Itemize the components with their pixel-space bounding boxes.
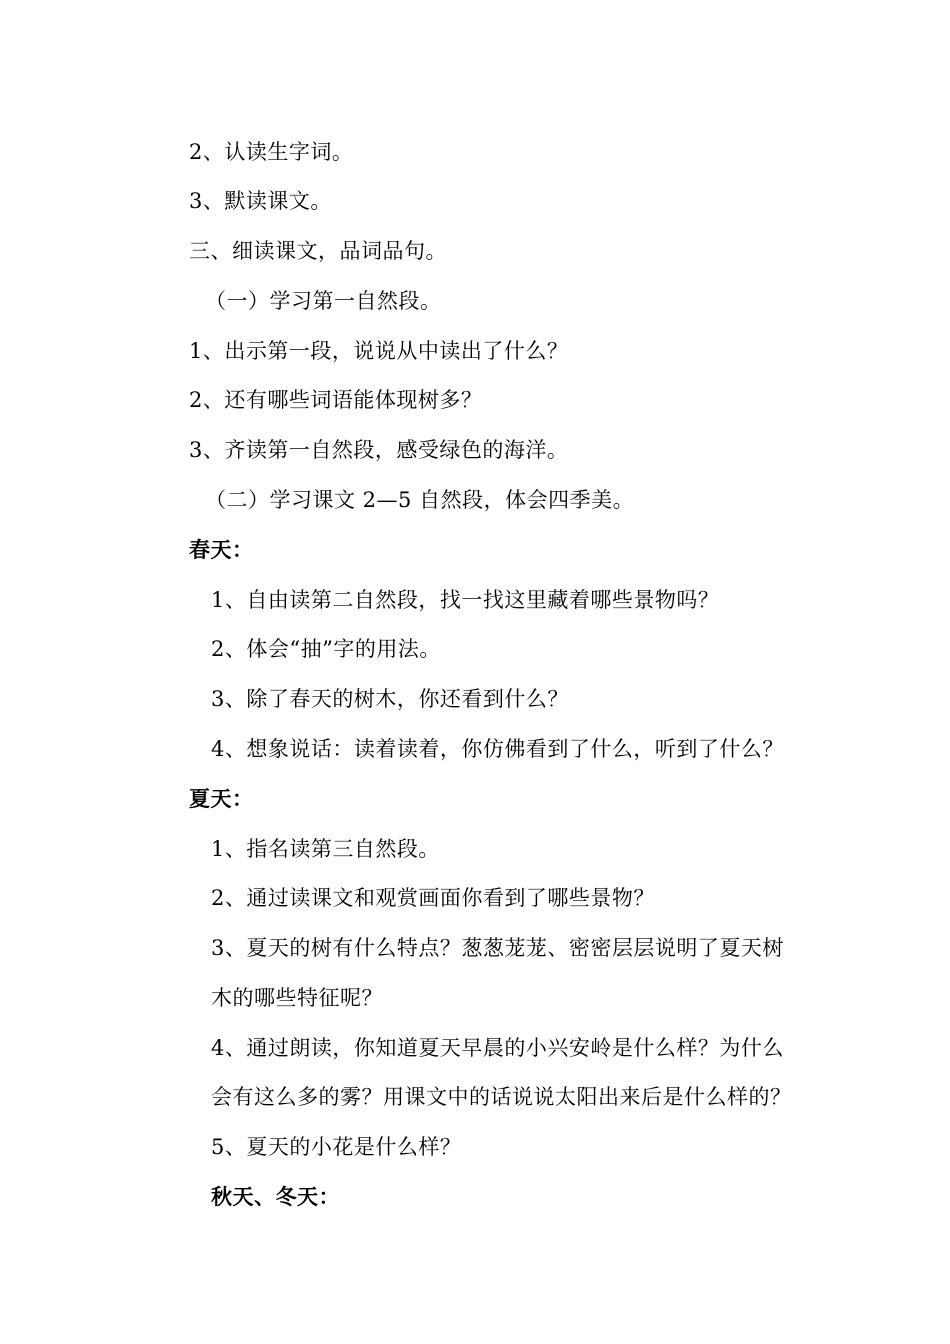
- text-line: 1、自由读第二自然段，找一找这里藏着哪些景物吗？: [211, 588, 720, 612]
- text-line: 会有这么多的雾？用课文中的话说说太阳出来后是什么样的？: [211, 1085, 792, 1109]
- text-line: 3、默读课文。: [189, 189, 332, 213]
- text-line: 3、除了春天的树木，你还看到什么？: [211, 687, 569, 711]
- text-line: 4、想象说话：读着读着，你仿佛看到了什么，听到了什么？: [211, 737, 784, 761]
- section-heading: 三、细读课文，品词品句。: [189, 239, 447, 263]
- text-line: 1、指名读第三自然段。: [211, 837, 440, 861]
- text-line: 2、通过读课文和观赏画面你看到了哪些景物？: [211, 886, 655, 910]
- text-line: 2、还有哪些词语能体现树多？: [189, 388, 483, 412]
- text-line: 4、通过朗读，你知道夏天早晨的小兴安岭是什么样？为什么: [211, 1036, 784, 1060]
- text-line: 1、出示第一段，说说从中读出了什么？: [189, 339, 569, 363]
- text-line: 3、夏天的树有什么特点？葱葱茏茏、密密层层说明了夏天树: [211, 936, 784, 960]
- text-line: 5、夏天的小花是什么样？: [211, 1135, 462, 1159]
- text-line: 3、齐读第一自然段，感受绿色的海洋。: [189, 438, 569, 462]
- text-line: 木的哪些特征呢？: [211, 986, 383, 1010]
- season-heading-summer: 夏天：: [189, 786, 254, 811]
- subsection-heading: （一）学习第一自然段。: [205, 289, 442, 313]
- subsection-heading: （二）学习课文 2—5 自然段，体会四季美。: [205, 488, 635, 512]
- text-line: 2、认读生字词。: [189, 140, 354, 164]
- season-heading-autumn-winter: 秋天、冬天：: [211, 1184, 340, 1209]
- text-line: 2、体会“抽”字的用法。: [211, 637, 441, 661]
- season-heading-spring: 春天：: [189, 537, 254, 562]
